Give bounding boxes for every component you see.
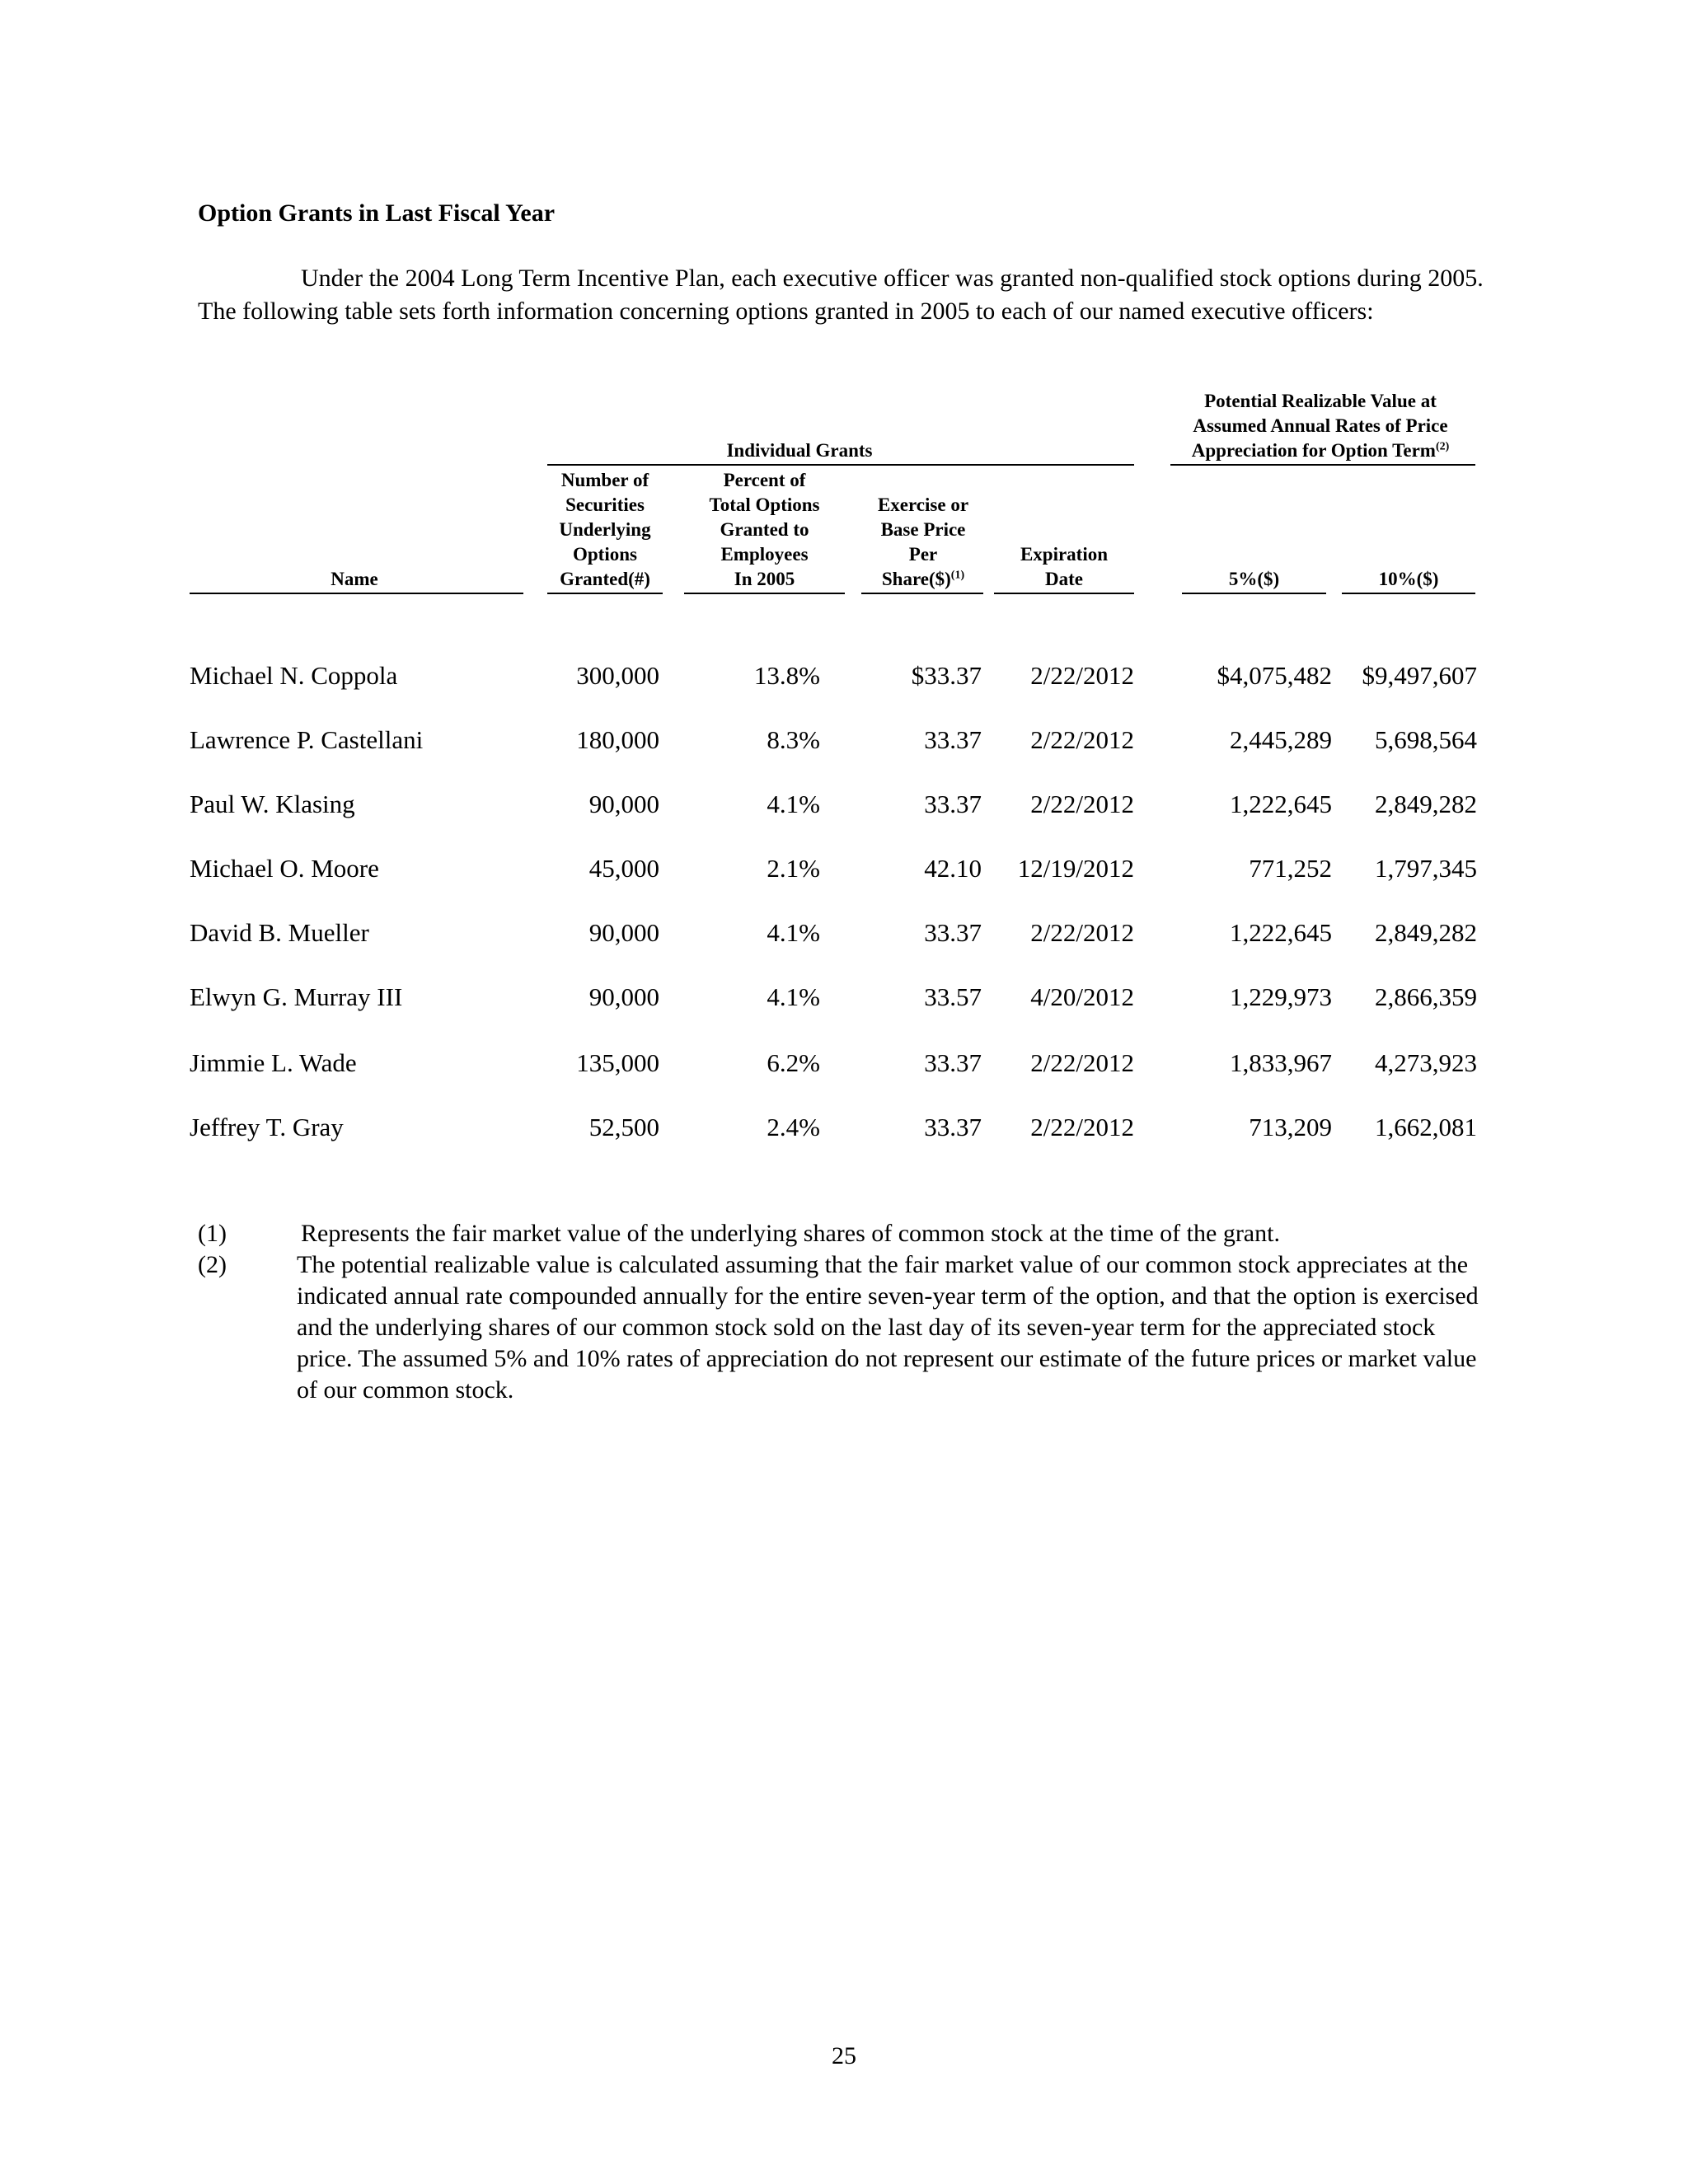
cell-percent: 8.3% bbox=[767, 725, 820, 754]
col-rule-five bbox=[1182, 593, 1326, 594]
cell-name: Michael O. Moore bbox=[190, 854, 379, 883]
col-header-ten: 10%($) bbox=[1378, 569, 1439, 589]
cell-number: 135,000 bbox=[576, 1048, 659, 1077]
cell-number: 90,000 bbox=[588, 982, 659, 1011]
footnote-text: The potential realizable value is calculated assuming that the fair market value of our common stock appreciates at the indicated annual rate compounded annually for the entire seven-year term of the option, and that the option is exercised and the underlying shares of our common stock sold on the last day of its seven-year term for the appreciated stock price. The assumed 5% and 10% rates of appreciation do not represent our estimate of the future prices or market value of our common stock. bbox=[297, 1251, 1479, 1404]
col-rule-price bbox=[861, 593, 983, 594]
footnotes bbox=[198, 1218, 1484, 1406]
cell-ten: 2,849,282 bbox=[1375, 918, 1477, 947]
table-row bbox=[0, 982, 1688, 1015]
col-header-name: Name bbox=[331, 569, 378, 589]
cell-number: 52,500 bbox=[588, 1113, 659, 1141]
col-rule-percent bbox=[684, 593, 845, 594]
table-row bbox=[0, 661, 1688, 694]
cell-price: 33.37 bbox=[924, 918, 982, 947]
cell-five: 713,209 bbox=[1249, 1113, 1332, 1141]
cell-percent: 4.1% bbox=[767, 790, 820, 818]
intro-text: Under the 2004 Long Term Incentive Plan, each executive officer was granted non-qualified stock options during 2005. The following table sets forth information concerning options granted in 2005 to each of our named executive officers: bbox=[198, 265, 1484, 325]
individual-grants-rule bbox=[547, 464, 1134, 466]
cell-price: 33.37 bbox=[924, 725, 982, 754]
cell-price: 33.37 bbox=[924, 1048, 982, 1077]
cell-five: 1,833,967 bbox=[1230, 1048, 1332, 1077]
cell-price: 33.57 bbox=[924, 982, 982, 1011]
cell-price: $33.37 bbox=[911, 661, 982, 690]
cell-ten: 4,273,923 bbox=[1375, 1048, 1477, 1077]
cell-price: 33.37 bbox=[924, 1113, 982, 1141]
col-rule-expiration bbox=[994, 593, 1134, 594]
cell-percent: 13.8% bbox=[753, 661, 820, 690]
col-header-five: 5%($) bbox=[1228, 569, 1280, 589]
cell-number: 45,000 bbox=[588, 854, 659, 883]
cell-name: David B. Mueller bbox=[190, 918, 369, 947]
footnote-number: (2) bbox=[198, 1251, 227, 1278]
cell-number: 180,000 bbox=[576, 725, 659, 754]
cell-expiration: 4/20/2012 bbox=[1030, 982, 1134, 1011]
cell-expiration: 2/22/2012 bbox=[1030, 1048, 1134, 1077]
cell-name: Jeffrey T. Gray bbox=[190, 1113, 344, 1141]
cell-five: 771,252 bbox=[1249, 854, 1332, 883]
table-row bbox=[0, 854, 1688, 887]
cell-expiration: 2/22/2012 bbox=[1030, 790, 1134, 818]
page-number: 25 bbox=[832, 2042, 856, 2069]
cell-ten: 2,849,282 bbox=[1375, 790, 1477, 818]
col-header-price: Exercise or Base Price Per Share($)$^{(1)}$ bbox=[877, 494, 969, 589]
col-header-expiration: Expiration Date bbox=[1020, 544, 1109, 589]
table-row bbox=[0, 725, 1688, 758]
cell-percent: 4.1% bbox=[767, 918, 820, 947]
cell-ten: 1,662,081 bbox=[1375, 1113, 1477, 1141]
footnote-2 bbox=[198, 1249, 1484, 1406]
cell-five: 1,222,645 bbox=[1230, 790, 1332, 818]
cell-ten: 2,866,359 bbox=[1375, 982, 1477, 1011]
page-title: Option Grants in Last Fiscal Year bbox=[198, 199, 556, 227]
cell-expiration: 2/22/2012 bbox=[1030, 725, 1134, 754]
cell-five: 2,445,289 bbox=[1230, 725, 1332, 754]
footnote-1 bbox=[198, 1218, 1484, 1249]
cell-ten: 5,698,564 bbox=[1375, 725, 1477, 754]
col-rule-name bbox=[190, 593, 523, 594]
table-row bbox=[0, 1048, 1688, 1081]
cell-percent: 2.1% bbox=[767, 854, 820, 883]
cell-name: Michael N. Coppola bbox=[190, 661, 398, 690]
cell-number: 90,000 bbox=[588, 918, 659, 947]
cell-number: 90,000 bbox=[588, 790, 659, 818]
cell-ten: 1,797,345 bbox=[1375, 854, 1477, 883]
cell-ten: $9,497,607 bbox=[1362, 661, 1477, 690]
individual-grants-header: Individual Grants bbox=[726, 440, 873, 461]
cell-five: 1,229,973 bbox=[1230, 982, 1332, 1011]
col-header-number: Number of Securities Underlying Options Granted(#) bbox=[559, 470, 651, 589]
col-rule-ten bbox=[1342, 593, 1475, 594]
cell-expiration: 2/22/2012 bbox=[1030, 918, 1134, 947]
cell-percent: 4.1% bbox=[767, 982, 820, 1011]
cell-price: 42.10 bbox=[924, 854, 982, 883]
col-header-percent: Percent of Total Options Granted to Employees In 2005 bbox=[709, 470, 820, 589]
footnote-text: Represents the fair market value of the underlying shares of common stock at the time of the grant. bbox=[301, 1220, 1280, 1247]
cell-name: Paul W. Klasing bbox=[190, 790, 355, 818]
cell-name: Lawrence P. Castellani bbox=[190, 725, 424, 754]
footnote-number: (1) bbox=[198, 1220, 227, 1247]
table-row bbox=[0, 1113, 1688, 1146]
potential-value-rule bbox=[1170, 464, 1475, 466]
table-row bbox=[0, 790, 1688, 823]
table-row bbox=[0, 918, 1688, 951]
col-rule-number bbox=[547, 593, 663, 594]
cell-number: 300,000 bbox=[576, 661, 659, 690]
cell-five: 1,222,645 bbox=[1230, 918, 1332, 947]
cell-price: 33.37 bbox=[924, 790, 982, 818]
cell-expiration: 2/22/2012 bbox=[1030, 661, 1134, 690]
cell-expiration: 2/22/2012 bbox=[1030, 1113, 1134, 1141]
cell-name: Elwyn G. Murray III bbox=[190, 982, 403, 1011]
cell-name: Jimmie L. Wade bbox=[190, 1048, 357, 1077]
cell-percent: 2.4% bbox=[767, 1113, 820, 1141]
intro-paragraph bbox=[198, 262, 1492, 328]
cell-five: $4,075,482 bbox=[1217, 661, 1332, 690]
cell-percent: 6.2% bbox=[767, 1048, 820, 1077]
cell-expiration: 12/19/2012 bbox=[1017, 854, 1134, 883]
potential-value-header: Potential Realizable Value at Assumed Annual Rates of Price Appreciation for Option Term$^{(2)}$ bbox=[1191, 391, 1450, 461]
